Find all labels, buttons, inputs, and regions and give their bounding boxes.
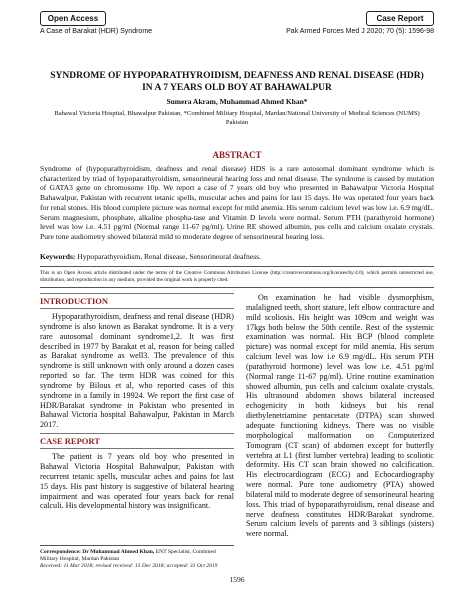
affiliation-line-2: Pakistan	[225, 118, 249, 126]
author-list: Sumera Akram, Muhammad Ahmed Khan*	[166, 97, 308, 106]
correspondence-note	[40, 545, 234, 571]
case-report-body	[40, 452, 234, 511]
keywords-label: Keywords:	[40, 252, 76, 261]
keywords-list: Hypoparathyroidism, Renal disease, Sensorineural deafness.	[77, 252, 262, 261]
license-notice: This is an Open Access article distributed under the terms of the Creative Commons Attribution License (http://creativecommons.org/licenses/by/4.0), which permits unrestricted use, distribution, and reproduction in any medium, provided the original work is properly cited.	[40, 266, 434, 288]
open-access-badge: Open Access	[40, 11, 106, 26]
abstract-text: Syndrome of (hypoparathyroidism, deafness and renal disease) HDS is a rare autosomal dominant syndrome which is characterized by triad of hypoparathyroidism, sensorineural hearing loss and renal disease. The syndrome is caused by mutation of GATA3 gene on chromosome 10p. We report a case of 7 years old boy who presented in Bahawalpur Victoria Hospital Bahawalpur, Pakistan with recurrent tetanic spells, muscular aches and pains for last 15 days. He was operated four years back for renal stones. His blood complete picture was normal except for mild anemia. His serum calcium level was low i.e. 6.9 mg/dL. Serum magnesium, phosphate, alkaline phospha-tase and Vitamin D levels were normal. Serum PTH (parathyroid hormone) level was low i.e. 4.51 pg/ml (Normal range 11-67 pg/ml). Urine RE showed albumin, pus cells and calcium oxalate crystals. Pure tone audiometry showed bilateral mild to moderate degree of sensorineural hearing loss.	[40, 164, 434, 241]
title-line-1: SYNDROME OF HYPOPARATHYROIDISM, DEAFNESS AND RENAL DISEASE (HDR)	[50, 71, 424, 81]
affiliation-line-1: Bahawal Victoria Hospital, Bhawalpur Pakistan, *Combined Military Hospital, Mardan/National University of Medical Sciences (NUMS)	[54, 110, 420, 117]
article-type-badge: Case Report	[366, 11, 434, 26]
journal-citation: Pak Armed Forces Med J 2020; 70 (5): 1596-98	[286, 28, 434, 35]
case-report-heading: CASE REPORT	[40, 433, 234, 449]
affiliations	[40, 110, 434, 127]
title-line-2: IN A 7 YEARS OLD BOY AT BAHAWALPUR	[142, 83, 332, 93]
examination-body	[246, 293, 434, 539]
running-title: A Case of Barakat (HDR) Syndrome	[40, 28, 153, 35]
examination-paragraph: On examination he had visible dysmorphism, malaligned teeth, short stature, left elbow contracture and mild scoliosis. His height was 109cm and weight was 17kgs both below the 50th centile. Rest of the systemic examination was normal. His BCP (blood complete picture) was normal except for mild anemia. His serum calcium level was low i.e 6.9 mg/dL. His serum PTH (parathyroid hormone) level was low i.e. 4.51 pg/ml (Normal range 11-67 pg/ml). Urine routine examination showed albumin, pus cells and calcium oxalate crystals. His ultrasound abdomen shows bilateral increased echogenicity in both kidneys but his renal diethylenetriamine pentacetate (DTPA) scan showed adequate functioning kidneys. There was no visible morphological malformation on Computerized Tomogram (CT scan) of abdomen except for butterfly vertebra at L1 (first lumber vertebra) leading to scoliotic deformity. His CT scan brain showed no calcification. His electrocardiogram (ECG) and Echocardiography were normal. Pure tone audiometry (PTA) showed bilateral mild to moderate degree of sensorineural hearing loss. This triad of hypoparathyroidism, renal disease and nerve deafness constitutes HDR/Barakat syndrome. Serum calcium levels of parents and 3 siblings (sisters) were normal.	[246, 293, 434, 539]
received-dates: Received: 11 Mar 2018; revised received: 15 Dec 2018; accepted: 31 Oct 2019	[40, 563, 218, 570]
article-title	[40, 70, 434, 94]
correspondence-details: ENT Specialist, Combined Military Hospital, Mardan Pakistan	[40, 549, 216, 563]
correspondence-label: Correspondence: Dr Muhammad Ahmed Khan,	[40, 549, 155, 555]
left-column	[40, 293, 234, 511]
right-column	[246, 293, 434, 539]
case-report-paragraph: The patient is 7 years old boy who presented in Bahawal Victoria Hospital Bahawalpur, Pakistan with recurrent tetanic spells, muscular aches and pains for last 15 days. His past history is suggestive of bilateral hearing impairment and was operated four years back for renal calculi. His developmental history was insignificant.	[40, 452, 234, 511]
introduction-paragraph: Hypoparathyroidism, deafness and renal disease (HDR) syndrome is also known as Barakat syndrome. It is a very rare autosomal dominant syndrome1,2. It was first described in 1977 by Barakat et al, reason for being called as Barakat syndrome as well3. The prevalence of this syndrome is still unknown with only around a dozen cases reported so far. The term HDR was coined for this syndrome by Bilous et al, who reported cases of this syndrome in a family in 19924. We report the first case of HDR/Barakat syndrome in Pakistan who presented in Bahawal Victoria hospital Bahawalpur, Pakistan in March 2017.	[40, 312, 234, 430]
abstract-heading: ABSTRACT	[212, 150, 262, 160]
introduction-heading: INTRODUCTION	[40, 293, 234, 309]
keywords	[40, 252, 434, 261]
introduction-body	[40, 312, 234, 430]
page-number: 1596	[229, 575, 245, 584]
